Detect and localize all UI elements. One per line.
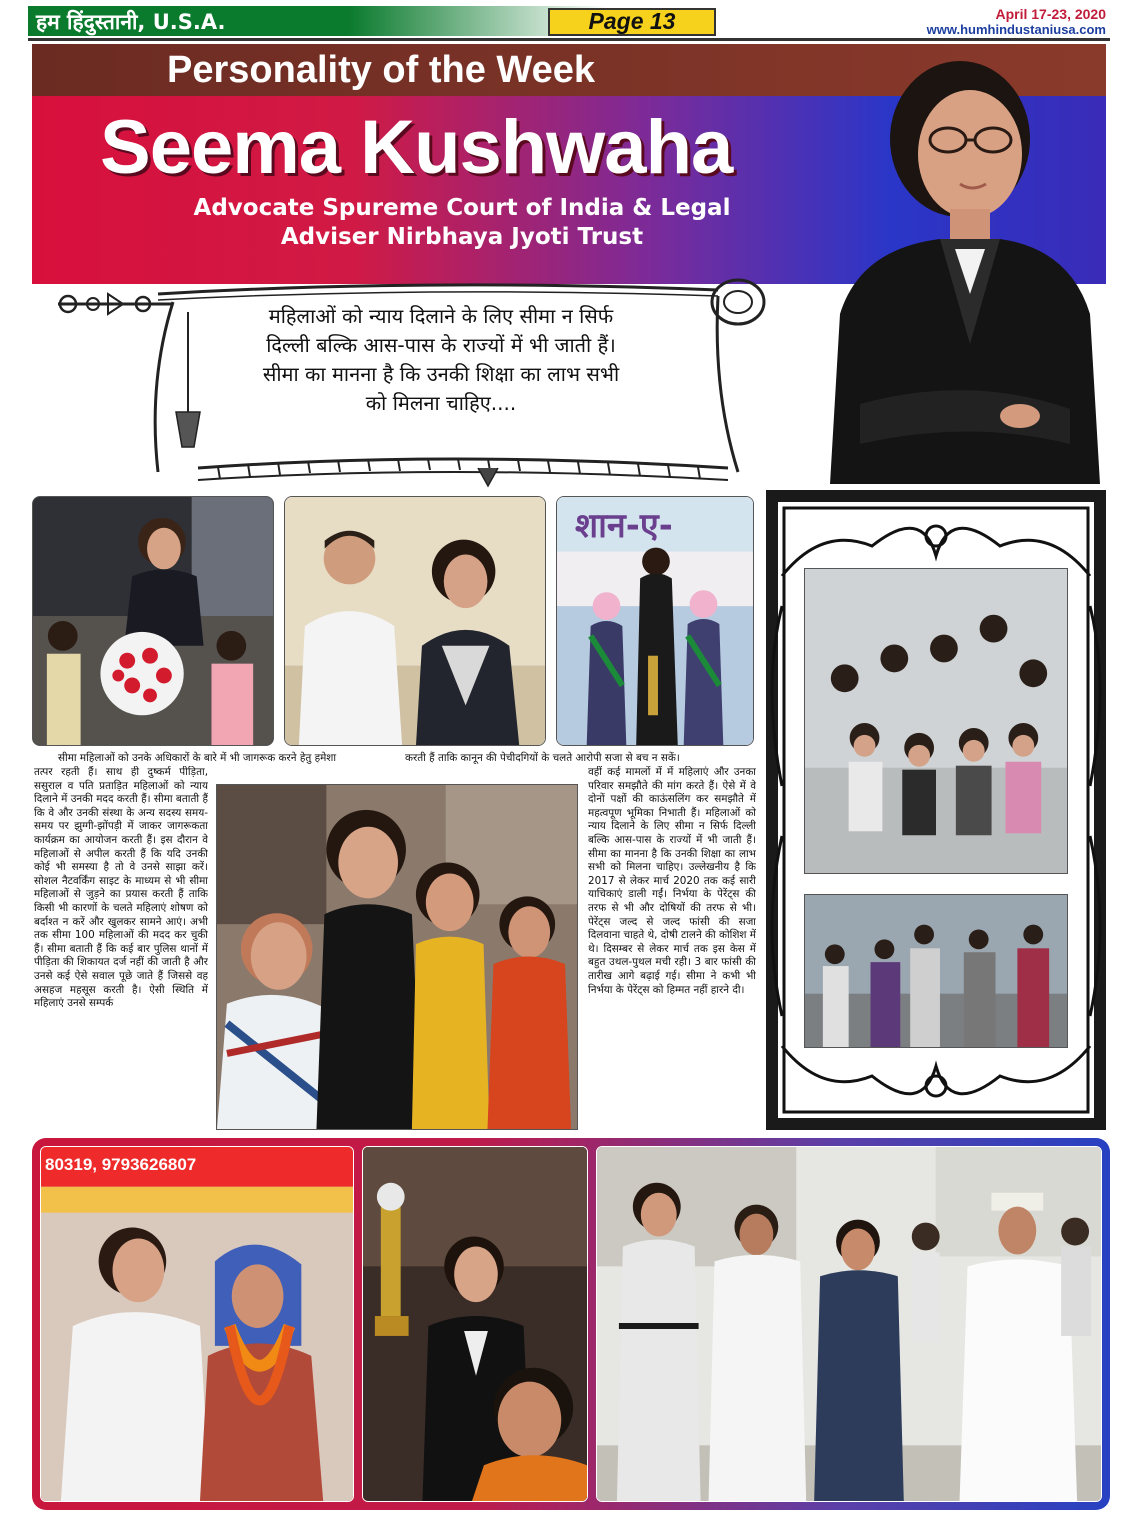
section-title: Personality of the Week [167,49,595,91]
pull-quote [206,302,676,418]
caption-right: करती हैं ताकि कानून की पेचीदगियों के चलते आरोपी सजा से बच न सकें। [405,752,680,764]
photo-couple [284,496,546,746]
masthead-rule [28,38,1110,41]
designation-line-1: Advocate Spureme Court of India & Legal [193,195,731,221]
quote-line-1: महिलाओं को न्याय दिलाने के लिए सीमा न सिर्फ [268,304,614,328]
person-name: Seema Kushwaha [100,105,733,190]
bottom-photo-band [32,1138,1110,1510]
photo-court-group [596,1146,1102,1502]
photo-group-friends [804,568,1068,874]
article-right-column: वहीं कई मामलों में में महिलाएं और उनका परिवार समझौते की मांग करते हैं। ऐसे में वे दोनों पक्षों की काऊंसलिंग कर समझौते में महत्वपूण भूमिका निभाती हैं। महिलाओं को न्याय दिलाने के लिए सीमा न सिर्फ दिल्ली बल्कि आस-पास के राज्यों में भी जाती हैं। सीमा का मानना है कि उनकी शिक्षा का लाभ सभी को मिलना चाहिए। उल्लेखनीय है कि 2017 से लेकर मार्च 2020 तक कई सारी याचिकाएं डाली गईं। निर्भया के पेरेंट्स की तरफ से भी और दोषियों की तरफ से भी। पेरेंट्स जल्द से जल्द फांसी की सजा दिलवाना चाहते थे, दोषी टालने की कोशिश में थे। दिसम्बर से लेकर मार्च तक इस केस में बहुत उथल-पुथल मची रही। 3 बार फांसी की तारीख आगे बढ़ाई गई। सीमा ने कभी भी निर्भया के पेरेंट्स को हिम्मत नहीं हारने दी। [588,766,756,996]
page-number-badge: Page 13 [548,8,716,36]
photo-women-group [216,784,578,1130]
quote-line-3: सीमा का मानना है कि उनकी शिक्षा का लाभ सभी [262,362,620,386]
masthead-green-bar [28,6,348,36]
photo-bouquet-event [32,496,274,746]
quote-scroll [48,272,800,490]
quote-line-2: दिल्ली बल्कि आस-पास के राज्यों में भी जाती हैं। [266,333,616,357]
phone-banner-text: 80319, 9793626807 [45,1155,197,1174]
masthead [28,6,1110,36]
photo-award-stage [556,496,754,746]
ornate-photo-frame [762,486,1110,1134]
article-left-column: तत्पर रहती हैं। साथ ही दुष्कर्म पीड़िता, ससुराल व पति प्रताड़ित महिलाओं को न्याय दिलाने में उनकी मदद करती हैं। सीमा बताती हैं कि वे और उनकी संस्था के अन्य सदस्य समय-समय पर झुग्गी-झोंपड़ी में जाकर जागरूकता कार्यक्रम का आयोजन करती हैं। इस दौरान वे महिलाओं से अपील करती हैं कि यदि उनकी कोई भी समस्या है तो वे उनसे साझा करें। सोशल नैटवर्किंग साइट के माध्यम से भी सीमा महिलाओं से जुड़ने का प्रयास करती हैं ताकि किसी भी कारणों के चलते महिलाएं शोषण को बर्दाश्त न करें और खुलकर सामने आएं। अभी तक सीमा 100 महिलाओं की मदद कर चुकी हैं। सीमा बताती हैं कि कई बार पुलिस थानों में पीड़िता की शिकायत दर्ज नहीं की जाती है और उनसे कई ऐसे सवाल पूछे जाते हैं जिससे वह असहज महसूस करती है। ऐसी स्थिति में महिलाएं उनसे सम्पर्क [34,766,208,1010]
portrait-photo [800,44,1110,484]
photo-trophy-selfie [362,1146,588,1502]
event-banner-text: शान-ए- [575,506,673,546]
photo-outdoor-group [804,894,1068,1048]
caption-left: सीमा महिलाओं को उनके अधिकारों के बारे में भी जागरूक करने हेतु हमेशा [58,752,337,764]
quote-line-4: को मिलना चाहिए.... [365,391,517,415]
designation-line-2: Adviser Nirbhaya Jyoti Trust [280,224,644,250]
photo-garland-ceremony [40,1146,354,1502]
website-url[interactable]: www.humhindustaniusa.com [926,22,1106,37]
person-designation [102,194,822,252]
newspaper-name: हम हिंदुस्तानी, U.S.A. [36,10,226,34]
issue-date: April 17-23, 2020 [995,6,1106,22]
